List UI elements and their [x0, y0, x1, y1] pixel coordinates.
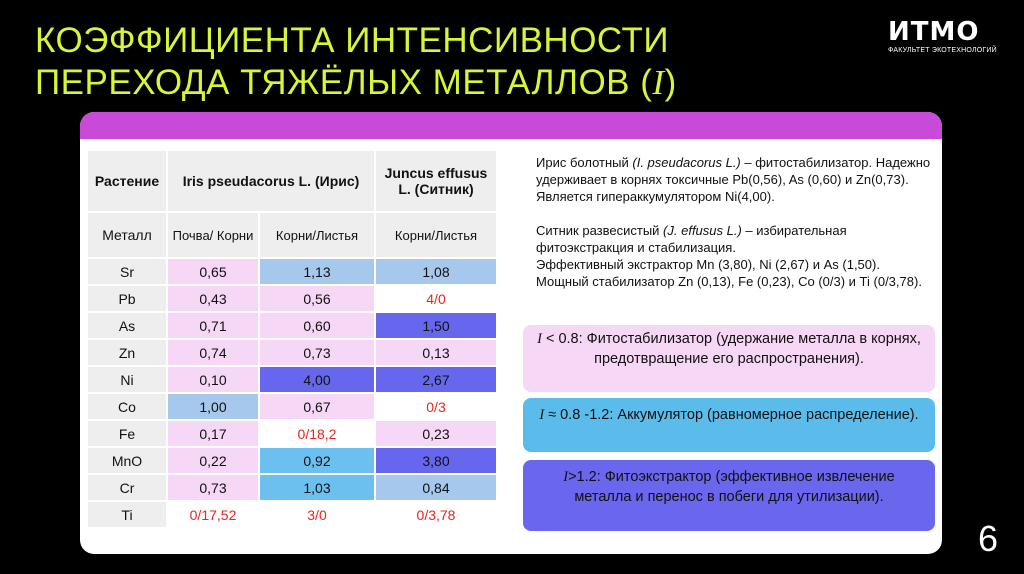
juncus-desc-line3: Мощный стабилизатор Zn (0,13), Fe (0,23), Co (0/3) и Ti (0/3,78). [536, 274, 922, 289]
value-cell: 3,80 [376, 448, 496, 473]
title-line-2 [35, 62, 795, 104]
value-cell: 0/3,78 [376, 502, 496, 527]
header-iris: Iris pseudacorus L. (Ирис) [168, 151, 374, 211]
table-row [88, 259, 496, 284]
header-soil-roots: Почва/ Корни [168, 213, 258, 257]
title-variable: I [652, 63, 665, 102]
table-header-row-2 [88, 213, 496, 257]
table-row [88, 367, 496, 392]
value-cell: 1,00 [168, 394, 258, 419]
value-cell: 0,13 [376, 340, 496, 365]
metal-cell: Fe [88, 421, 166, 446]
header-roots-leaves-juncus: Корни/Листья [376, 213, 496, 257]
header-roots-leaves-iris: Корни/Листья [260, 213, 374, 257]
table-row [88, 286, 496, 311]
value-cell: 1,03 [260, 475, 374, 500]
metal-cell: Pb [88, 286, 166, 311]
metal-cell: As [88, 313, 166, 338]
slide-title [35, 20, 795, 104]
value-cell: 0,92 [260, 448, 374, 473]
header-juncus: Juncus effusus L. (Ситник) [376, 151, 496, 211]
value-cell: 0,65 [168, 259, 258, 284]
value-cell: 3/0 [260, 502, 374, 527]
metal-cell: Ti [88, 502, 166, 527]
value-cell: 0/17,52 [168, 502, 258, 527]
table-row [88, 475, 496, 500]
phytoextractor-box [523, 460, 935, 531]
metal-cell: MnO [88, 448, 166, 473]
juncus-desc-line2: Эффективный экстрактор Mn (3,80), Ni (2,67) и As (1,50). [536, 257, 880, 272]
iris-desc-b: – фитостабилизатор. Надежно удерживает в корнях токсичные Pb(0,56), As (0,60) и Zn(0,73). Является гипераккумулятором Ni(4,00). [536, 155, 931, 204]
card-header-bar [80, 112, 942, 139]
table-row [88, 448, 496, 473]
iris-desc-a: Ирис болотный [536, 155, 633, 170]
box1-variable: I [537, 331, 542, 347]
value-cell: 1,50 [376, 313, 496, 338]
value-cell: 0/18,2 [260, 421, 374, 446]
value-cell: 0,56 [260, 286, 374, 311]
header-plant: Растение [88, 151, 166, 211]
page-number: 6 [978, 518, 999, 559]
box2-text: ≈ 0.8 -1.2: Аккумулятор (равномерное распределение). [544, 407, 919, 423]
value-cell: 0,10 [168, 367, 258, 392]
table-row [88, 421, 496, 446]
value-cell: 0,67 [260, 394, 374, 419]
value-cell: 0,84 [376, 475, 496, 500]
juncus-desc-b: – избирательная фитоэкстракция и стабилизация. [536, 223, 847, 255]
juncus-description [536, 222, 936, 290]
accumulator-box [523, 398, 935, 452]
coefficients-table [86, 149, 498, 529]
value-cell: 0,73 [168, 475, 258, 500]
title-line-1: КОЭФФИЦИЕНТА ИНТЕНСИВНОСТИ [35, 21, 670, 60]
value-cell: 0,23 [376, 421, 496, 446]
value-cell: 1,13 [260, 259, 374, 284]
juncus-desc-a: Ситник развесистый [536, 223, 664, 238]
iris-latin: (I. pseudacorus L.) [632, 155, 741, 170]
value-cell: 4/0 [376, 286, 496, 311]
value-cell: 0,17 [168, 421, 258, 446]
value-cell: 0,73 [260, 340, 374, 365]
logo-mark: ИТМО [888, 17, 980, 47]
value-cell: 1,08 [376, 259, 496, 284]
table-row [88, 313, 496, 338]
logo-subtitle: ФАКУЛЬТЕТ ЭКОТЕХНОЛОГИЙ [888, 47, 997, 54]
value-cell: 2,67 [376, 367, 496, 392]
value-cell: 0,43 [168, 286, 258, 311]
metal-cell: Sr [88, 259, 166, 284]
title-line-2-end: ) [664, 63, 677, 102]
value-cell: 0,71 [168, 313, 258, 338]
box3-text: >1.2: Фитоэкстрактор (эффективное извлечение металла и перенос в побеги для утилизации). [568, 469, 895, 505]
value-cell: 0/3 [376, 394, 496, 419]
metal-cell: Co [88, 394, 166, 419]
box2-variable: I [539, 407, 545, 423]
box3-variable: I [563, 469, 569, 485]
table-row [88, 340, 496, 365]
header-metal: Металл [88, 213, 166, 257]
itmo-logo [888, 18, 1000, 54]
value-cell: 0,74 [168, 340, 258, 365]
content-card [80, 112, 942, 554]
table-row [88, 394, 496, 419]
value-cell: 0,22 [168, 448, 258, 473]
metal-cell: Zn [88, 340, 166, 365]
phytostabilizer-box [523, 325, 935, 392]
table-row [88, 502, 496, 527]
value-cell: 0,60 [260, 313, 374, 338]
value-cell: 4,00 [260, 367, 374, 392]
box1-text: < 0.8: Фитостабилизатор (удержание металла в корнях, предотвращение его распространения). [541, 331, 921, 367]
iris-description [536, 154, 936, 205]
metal-cell: Ni [88, 367, 166, 392]
table-header-row-1 [88, 151, 496, 211]
title-line-2-text: ПЕРЕХОДА ТЯЖЁЛЫХ МЕТАЛЛОВ ( [35, 63, 653, 102]
metal-cell: Cr [88, 475, 166, 500]
juncus-latin: (J. effusus L.) [663, 223, 742, 238]
